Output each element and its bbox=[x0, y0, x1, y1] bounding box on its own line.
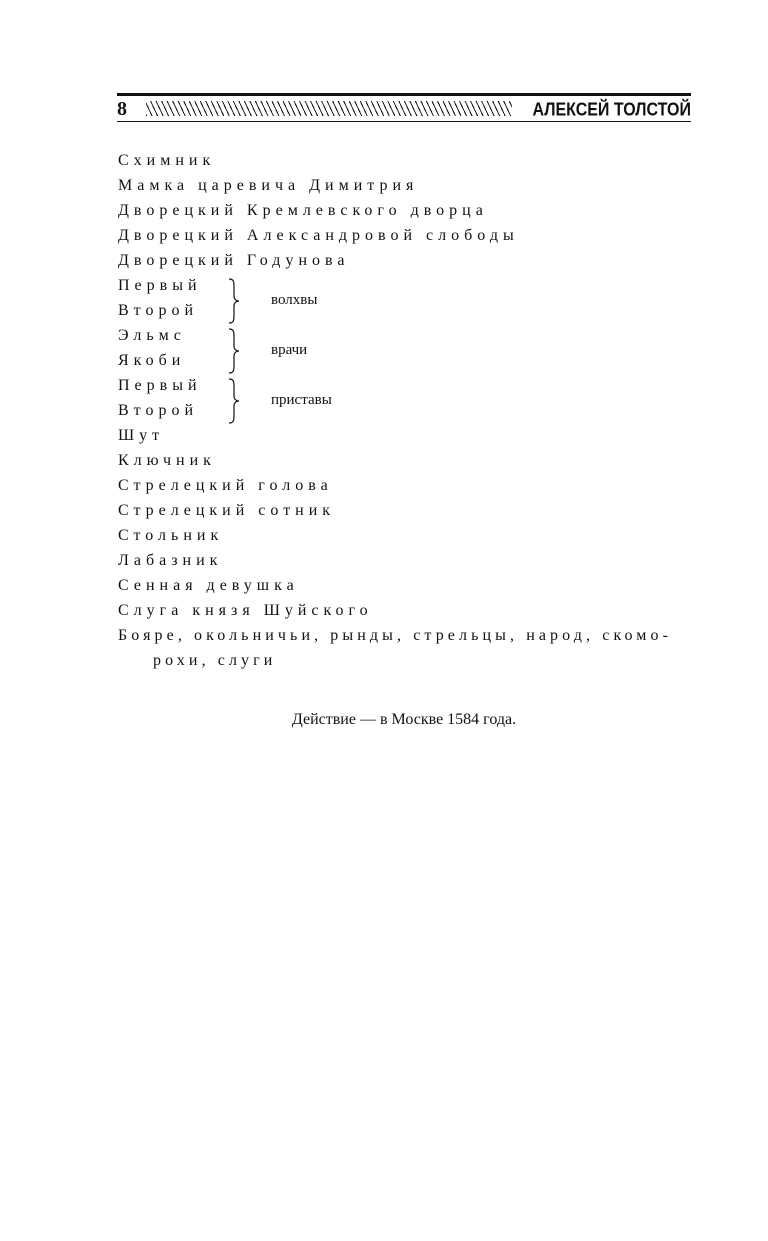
header-hatch-ornament bbox=[146, 101, 512, 116]
cast-group-label: приставы bbox=[271, 392, 332, 408]
cast-line: Дворецкий Кремлевского дворца bbox=[118, 202, 488, 219]
cast-line-continuation: рохи, слуги bbox=[153, 652, 277, 669]
cast-line: Лабазник bbox=[118, 552, 223, 569]
cast-line: Слуга князя Шуйского bbox=[118, 602, 373, 619]
cast-group-label: волхвы bbox=[271, 292, 318, 308]
cast-line: Мамка царевича Димитрия bbox=[118, 177, 419, 194]
cast-line: Стрелецкий сотник bbox=[118, 502, 336, 519]
cast-line: Сенная девушка bbox=[118, 577, 299, 594]
cast-line: Шут bbox=[118, 427, 165, 444]
cast-group-member: Якоби bbox=[118, 352, 186, 369]
cast-line: Дворецкий Александровой слободы bbox=[118, 227, 519, 244]
cast-line: Схимник bbox=[118, 152, 216, 169]
curly-brace-icon bbox=[226, 278, 240, 324]
cast-group-label: врачи bbox=[271, 342, 308, 358]
page-number: 8 bbox=[117, 98, 127, 120]
cast-line: Стольник bbox=[118, 527, 224, 544]
header-rule-bottom bbox=[117, 121, 691, 122]
header-rule-top bbox=[117, 93, 691, 96]
cast-line: Стрелецкий голова bbox=[118, 477, 333, 494]
cast-group-member: Первый bbox=[118, 377, 202, 394]
cast-line: Ключник bbox=[118, 452, 216, 469]
cast-line: Дворецкий Годунова bbox=[118, 252, 350, 269]
cast-group-member: Эльмс bbox=[118, 327, 186, 344]
cast-group-member: Первый bbox=[118, 277, 202, 294]
cast-line: Бояре, окольничьи, рынды, стрельцы, народ, скомо- bbox=[118, 627, 673, 644]
curly-brace-icon bbox=[226, 378, 240, 424]
cast-group-member: Второй bbox=[118, 402, 199, 419]
curly-brace-icon bbox=[226, 328, 240, 374]
running-header-author: АЛЕКСЕЙ ТОЛСТОЙ bbox=[532, 100, 691, 120]
cast-group-member: Второй bbox=[118, 302, 199, 319]
setting-note: Действие — в Москве 1584 года. bbox=[291, 711, 517, 728]
